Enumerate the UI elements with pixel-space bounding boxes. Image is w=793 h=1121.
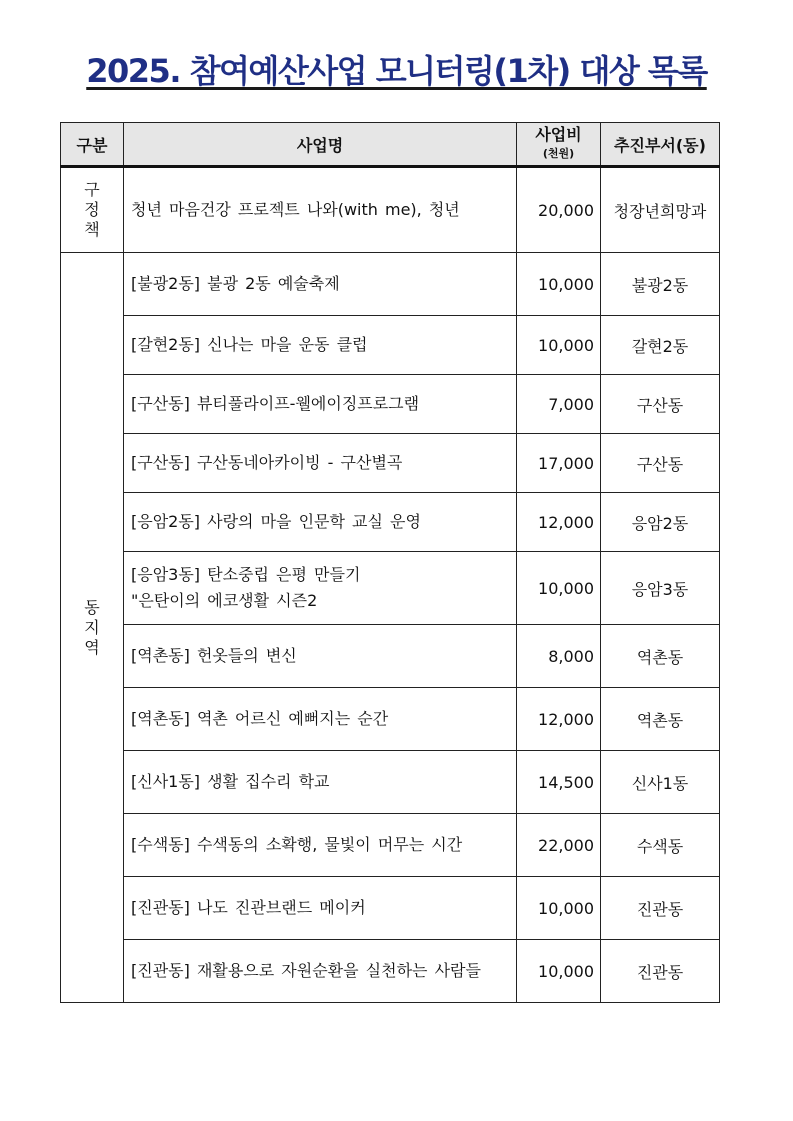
dept-cell: 신사1동 [601, 751, 720, 814]
project-name: [진관동] 재활용으로 자원순환을 실천하는 사람들 [131, 961, 481, 980]
header-budget-label: 사업비 [535, 124, 582, 144]
table-body [61, 167, 720, 1003]
table-row [61, 877, 720, 940]
project-name: [역촌동] 헌옷들의 변신 [131, 646, 297, 665]
table-row [61, 625, 720, 688]
project-name-cell [124, 877, 517, 940]
dept-cell: 응암3동 [601, 552, 720, 625]
dept-cell: 갈현2동 [601, 316, 720, 375]
dept-cell: 응암2동 [601, 493, 720, 552]
table-header-row [61, 123, 720, 167]
project-name-cell [124, 552, 517, 625]
table-row [61, 751, 720, 814]
table-row [61, 253, 720, 316]
project-name: [수색동] 수색동의 소확행, 물빛이 머무는 시간 [131, 835, 463, 854]
budget-cell: 10,000 [517, 877, 601, 940]
category-char: 정 [84, 200, 100, 219]
table-row [61, 434, 720, 493]
budget-cell: 22,000 [517, 814, 601, 877]
page-title: 2025. 참여예산사업 모니터링(1차) 대상 목록 [86, 52, 707, 90]
dept-cell: 불광2동 [601, 253, 720, 316]
header-budget [517, 123, 601, 167]
project-name: [구산동] 뷰티풀라이프-웰에이징프로그램 [131, 394, 420, 413]
title-wrap [0, 46, 793, 92]
project-name: [진관동] 나도 진관브랜드 메이커 [131, 898, 366, 917]
budget-cell: 10,000 [517, 552, 601, 625]
budget-cell: 12,000 [517, 688, 601, 751]
budget-cell: 10,000 [517, 316, 601, 375]
table-row [61, 688, 720, 751]
budget-cell: 8,000 [517, 625, 601, 688]
dept-cell: 구산동 [601, 434, 720, 493]
category-cell [61, 253, 124, 1003]
project-name-cell [124, 625, 517, 688]
table-row [61, 814, 720, 877]
category-cell [61, 167, 124, 253]
project-name: [응암3동] 탄소중립 은평 만들기 [131, 565, 361, 584]
dept-cell: 역촌동 [601, 625, 720, 688]
table-row [61, 552, 720, 625]
project-table [60, 122, 720, 1003]
project-name-cell [124, 167, 517, 253]
project-name-cell [124, 493, 517, 552]
dept-cell: 진관동 [601, 940, 720, 1003]
budget-cell: 20,000 [517, 167, 601, 253]
project-name: [불광2동] 불광 2동 예술축제 [131, 274, 340, 293]
dept-cell: 청장년희망과 [601, 167, 720, 253]
project-name-cell [124, 751, 517, 814]
project-name-cell [124, 688, 517, 751]
dept-cell: 수색동 [601, 814, 720, 877]
project-name: 청년 마음건강 프로젝트 나와(with me), 청년 [131, 200, 460, 219]
dept-cell: 역촌동 [601, 688, 720, 751]
table-row [61, 493, 720, 552]
project-name: "은탄이의 에코생활 시즌2 [131, 591, 318, 610]
budget-cell: 12,000 [517, 493, 601, 552]
project-name: [역촌동] 역촌 어르신 예뻐지는 순간 [131, 709, 389, 728]
category-char: 역 [84, 637, 100, 657]
project-name: [신사1동] 생활 집수리 학교 [131, 772, 330, 791]
budget-cell: 7,000 [517, 375, 601, 434]
project-name-cell [124, 253, 517, 316]
project-name-cell [124, 316, 517, 375]
header-budget-unit: (천원) [542, 146, 575, 160]
dept-cell: 진관동 [601, 877, 720, 940]
project-name-cell [124, 375, 517, 434]
category-char: 책 [84, 220, 100, 239]
table-row [61, 167, 720, 253]
dept-cell: 구산동 [601, 375, 720, 434]
header-dept: 추진부서(동) [601, 123, 720, 167]
project-name-cell [124, 814, 517, 877]
budget-cell: 14,500 [517, 751, 601, 814]
budget-cell: 17,000 [517, 434, 601, 493]
header-name: 사업명 [124, 123, 517, 167]
project-name: [갈현2동] 신나는 마을 운동 클럽 [131, 335, 368, 354]
header-category: 구분 [61, 123, 124, 167]
table-row [61, 375, 720, 434]
category-char: 구 [84, 180, 100, 199]
project-name: [구산동] 구산동네아카이빙 - 구산별곡 [131, 453, 403, 472]
budget-cell: 10,000 [517, 253, 601, 316]
project-name: [응암2동] 사랑의 마을 인문학 교실 운영 [131, 512, 421, 531]
category-char: 동 [84, 597, 100, 617]
table-row [61, 940, 720, 1003]
project-name-cell [124, 940, 517, 1003]
budget-cell: 10,000 [517, 940, 601, 1003]
category-char: 지 [84, 617, 100, 637]
table-row [61, 316, 720, 375]
project-name-cell [124, 434, 517, 493]
